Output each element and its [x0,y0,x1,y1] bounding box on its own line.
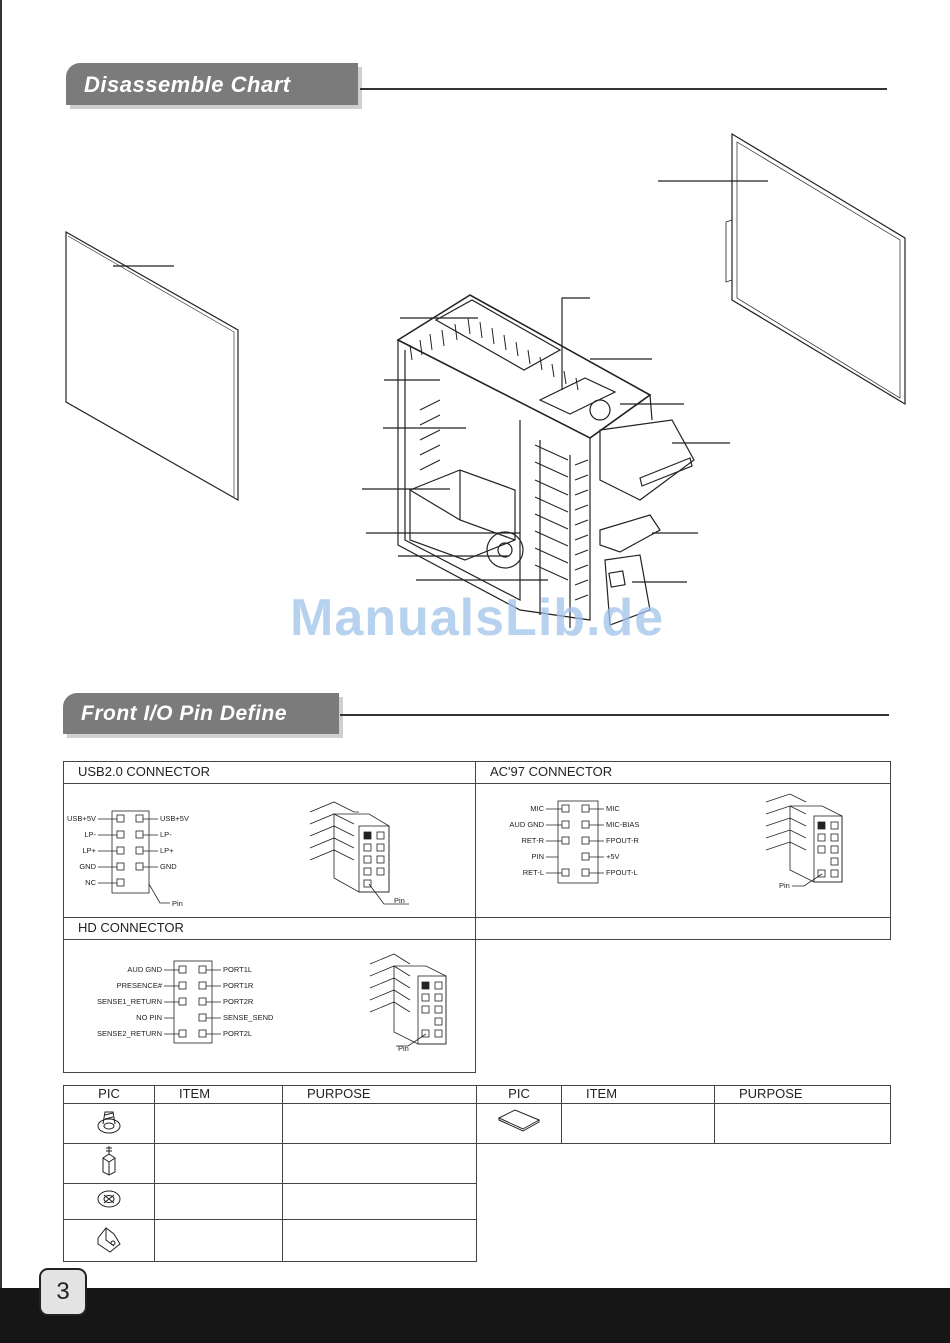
ac97-right-label-4: +5V [606,852,620,861]
left-side-panel [66,232,238,500]
hd-right-label-1: PORT1L [223,965,253,974]
accessory-table [63,1085,891,1262]
ac97-right-label-1: MIC [606,804,620,813]
footer-bar [0,1288,950,1343]
hd-pin-diagram [64,940,474,1067]
usb-right-label-4: GND [160,862,177,871]
usb-left-label-2: LP- [84,830,96,839]
ac97-left-label-2: AUD GND [509,820,544,829]
hd-right-label-2: PORT1R [223,981,254,990]
usb-pin-label-2: Pin [394,896,405,905]
right-side-panel [732,134,905,404]
ac97-right-label-2: MIC-BIAS [606,820,640,829]
hd-right-label-5: PORT2L [223,1029,253,1038]
ac97-right-label-5: FPOUT-L [606,868,638,877]
section-rule-front-io [340,714,889,716]
ac97-connector-title: AC'97 CONNECTOR [476,762,891,784]
hd-right-label-3: PORT2R [223,997,254,1006]
section-title-front-io: Front I/O Pin Define [81,702,288,725]
hd-left-label-2: PRESENCE# [116,981,162,990]
header-purpose-right: PURPOSE [715,1086,891,1104]
hd-connector-title: HD CONNECTOR [64,918,476,940]
usb-left-label-4: GND [79,862,96,871]
ac97-left-label-3: RET-R [521,836,544,845]
hd-left-label-1: AUD GND [127,965,162,974]
ac97-left-label-5: RET-L [522,868,544,877]
hd-left-label-3: SENSE1_RETURN [96,997,162,1006]
pad-icon [477,1104,562,1144]
header-pic-right: PIC [477,1086,562,1104]
header-item-left: ITEM [155,1086,283,1104]
hd-right-label-4: SENSE_SEND [223,1013,274,1022]
header-pic-left: PIC [64,1086,155,1104]
watermark-text: ManualsLib.de [290,589,665,647]
ac97-pin-diagram [476,784,890,912]
usb-pin-label-1: Pin [172,899,183,908]
section-tab-front-io [63,693,339,734]
usb-left-label-5: NC [85,878,96,887]
usb-right-label-2: LP- [160,830,172,839]
usb-left-label-1: USB+5V [67,814,96,823]
ac97-pin-label: Pin [779,881,790,890]
ac97-left-label-4: PIN [531,852,544,861]
bracket-icon [64,1220,155,1262]
washer-icon [64,1184,155,1220]
chassis [398,295,694,628]
standoff-icon [64,1144,155,1184]
hd-left-label-5: SENSE2_RETURN [96,1029,162,1038]
usb-pin-diagram [64,784,474,912]
empty-header-cell [476,918,891,940]
header-item-right: ITEM [562,1086,715,1104]
hd-left-label-4: NO PIN [136,1013,162,1022]
usb-right-label-1: USB+5V [160,814,189,823]
connector-table [63,761,891,1073]
section-title-disassemble: Disassemble Chart [84,72,291,97]
usb-right-label-3: LP+ [160,846,174,855]
hd-pin-label: Pin [398,1044,409,1053]
screw-icon [64,1104,155,1144]
usb-left-label-3: LP+ [82,846,96,855]
header-purpose-left: PURPOSE [283,1086,477,1104]
ac97-left-label-1: MIC [530,804,544,813]
page-number: 3 [39,1268,87,1316]
ac97-right-label-3: FPOUT-R [606,836,639,845]
usb-connector-title: USB2.0 CONNECTOR [64,762,476,784]
